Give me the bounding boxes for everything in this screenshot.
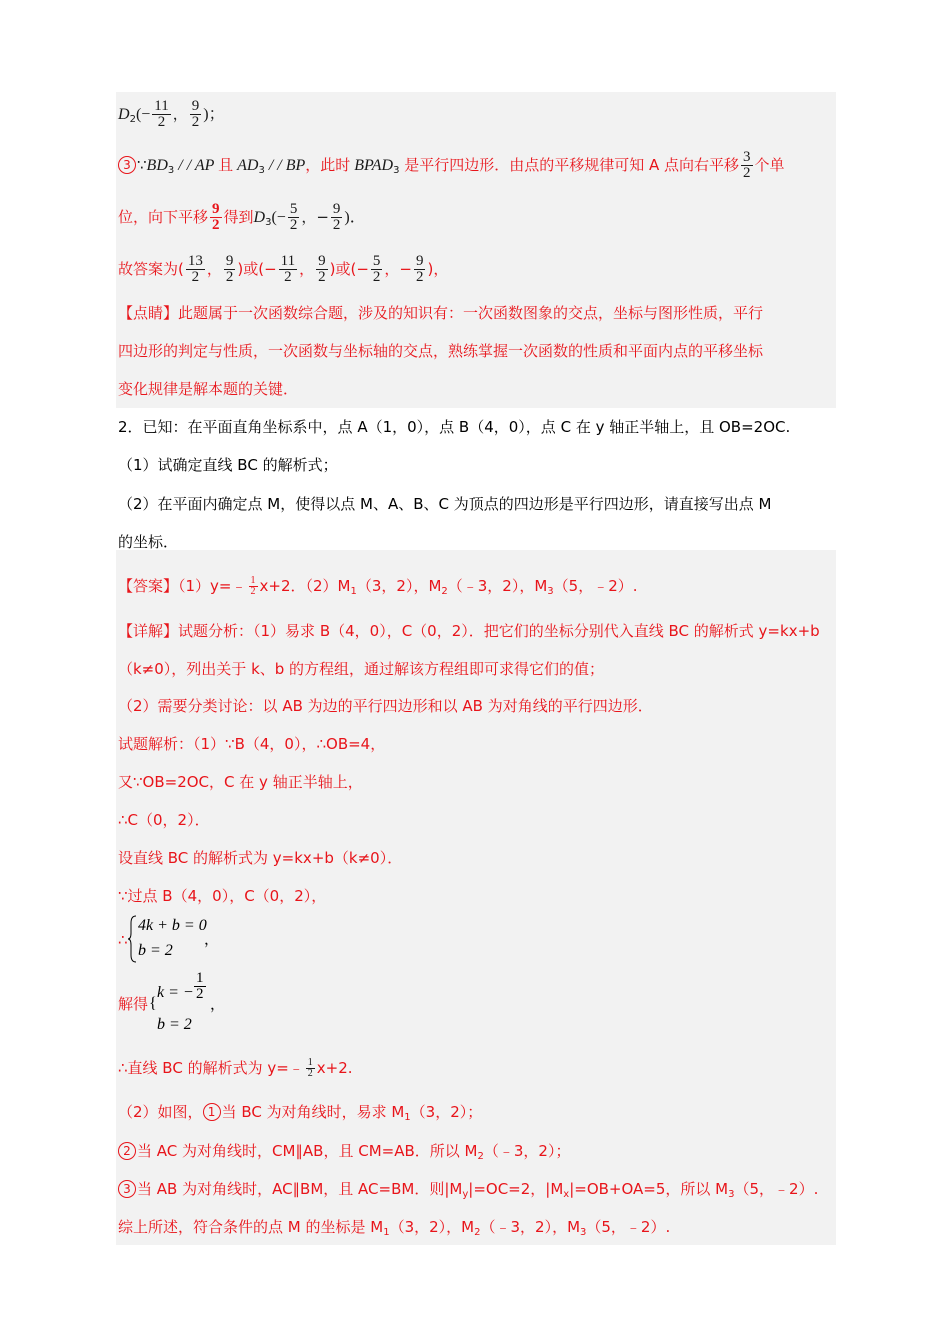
case3-line: 3 $\because BD_3$ / / AP 且 $AD_3$ / / BP，此时 $BPAD_3$ 是平行四边形．由点的平移规律可知 A 点向右平移 $\frac{3}{2}$ 个单 xyxy=(118,150,785,181)
comment-line-2: 四边形的判定与性质，一次函数与坐标轴的交点，熟练掌握一次函数的性质和平面内点的平移坐标 xyxy=(118,342,764,360)
summary-line: 综上所述，符合条件的点 M 的坐标是 $M_1(3$，2），$M_2(﹣3$，2），$M_3(5$，﹣2）. xyxy=(118,1218,671,1238)
detail-line-2: （k≠0），列出关于 k、b 的方程组，通过解该方程组即可求得它们的值； xyxy=(118,660,605,678)
fraction: $\frac{9}{2}$ xyxy=(191,98,200,130)
fraction: $\frac{1}{2}$ xyxy=(250,575,256,597)
detail-line-5: 又∵OB=2OC，C 在 y 轴正半轴上， xyxy=(118,773,363,791)
fraction: $\frac{1}{2}$ xyxy=(196,970,204,1002)
detail-line-1: 【详解】试题分析：（1）易求 B（4，0），C（0，2）．把它们的坐标分别代入直线 BC 的解析式 y=kx+b xyxy=(118,622,820,640)
part2-case1: （2）如图， 1 当 BC 为对角线时，易求 $M_1(3$，2）； xyxy=(118,1103,483,1123)
detail-line-8: ∵过点 B（4，0），C（0，2）， xyxy=(118,887,327,905)
detail-line-3: （2）需要分类讨论：以 AB 为边的平行四边形和以 AB 为对角线的平行四边形． xyxy=(118,697,653,715)
circled-number: 2 xyxy=(118,1142,136,1160)
comment-line-3: 变化规律是解本题的关键． xyxy=(118,380,299,398)
left-brace xyxy=(128,915,138,963)
problem-part-2: （2）在平面内确定点 M，使得以点 M、A、B、C 为顶点的四边形是平行四边形，请直接写出点 M xyxy=(118,495,772,513)
circled-number: 3 xyxy=(118,156,136,174)
circled-number: 3 xyxy=(118,1180,136,1198)
part2-case3: 3 当 AB 为对角线时，AC∥BM，且 AC=BM．则$|M_y|=OC=2$，$|M_x|=OB+OA=5$，所以 $M_3(5$，﹣2）. xyxy=(118,1179,818,1205)
problem-statement: 2．已知：在平面直角坐标系中，点 A（1，0），点 B（4，0），点 C 在 y 轴正半轴上，且 OB=2OC. xyxy=(118,418,791,436)
final-answer-line: 故答案为( $\frac{13}{2}$ ， $\frac{9}{2}$ )或(− $\frac{11}{2}$ ， $\frac{9}{2}$ )或(− $\frac{5}{2}$ ，− $\frac{9}{2}$ )， xyxy=(118,253,449,285)
line-bc-expression: ∴直线 BC 的解析式为 y=﹣ $\frac{1}{2}$ x+2. xyxy=(118,1057,353,1079)
detail-line-4: 试题解析：（1）∵B（4，0），∴OB=4， xyxy=(118,735,386,753)
d2-coordinate-line: $D_2(-$ $\frac{11}{2}$ ， $\frac{9}{2}$ )； xyxy=(118,98,225,130)
fraction: $\frac{5}{2}$ xyxy=(289,201,298,233)
detail-line-6: ∴C（0，2）． xyxy=(118,811,210,829)
fraction: $\frac{9}{2}$ xyxy=(415,253,424,285)
detail-line-7: 设直线 BC 的解析式为 y=kx+b（k≠0）． xyxy=(118,849,403,867)
fraction: $\frac{1}{2}$ xyxy=(307,1057,313,1079)
fraction: $\frac{11}{2}$ xyxy=(154,98,169,130)
fraction: $\frac{9}{2}$ xyxy=(212,201,220,233)
fraction: $\frac{3}{2}$ xyxy=(743,149,751,181)
fraction: $\frac{5}{2}$ xyxy=(372,253,381,285)
circled-number: 1 xyxy=(203,1103,221,1121)
problem-part-1: （1）试确定直线 BC 的解析式； xyxy=(118,456,338,474)
fraction: $\frac{9}{2}$ xyxy=(225,253,234,285)
fraction: $\frac{9}{2}$ xyxy=(318,253,326,285)
fraction: $\frac{13}{2}$ xyxy=(187,253,203,285)
answer-line: 【答案】（1）y=﹣ $\frac{1}{2}$ x+2．$(2)M_1(3$，2），$M_2(﹣3$，2），$M_3(5$，﹣2）. xyxy=(118,575,638,597)
part2-case2: 2 当 AC 为对角线时，CM∥AB，且 CM=AB．所以 $M_2(﹣3$，2）； xyxy=(118,1141,570,1167)
translation-line: 位，向下平移 $\frac{9}{2}$ 得到$D_3(-$ $\frac{5}{2}$ ，− $\frac{9}{2}$ )． xyxy=(118,201,366,233)
fraction: $\frac{9}{2}$ xyxy=(332,201,341,233)
comment-line-1: 【点睛】此题属于一次函数综合题，涉及的知识有：一次函数图象的交点，坐标与图形性质，平行 xyxy=(118,304,764,322)
problem-part-2-cont: 的坐标． xyxy=(118,533,179,551)
fraction: $\frac{11}{2}$ xyxy=(280,253,296,285)
